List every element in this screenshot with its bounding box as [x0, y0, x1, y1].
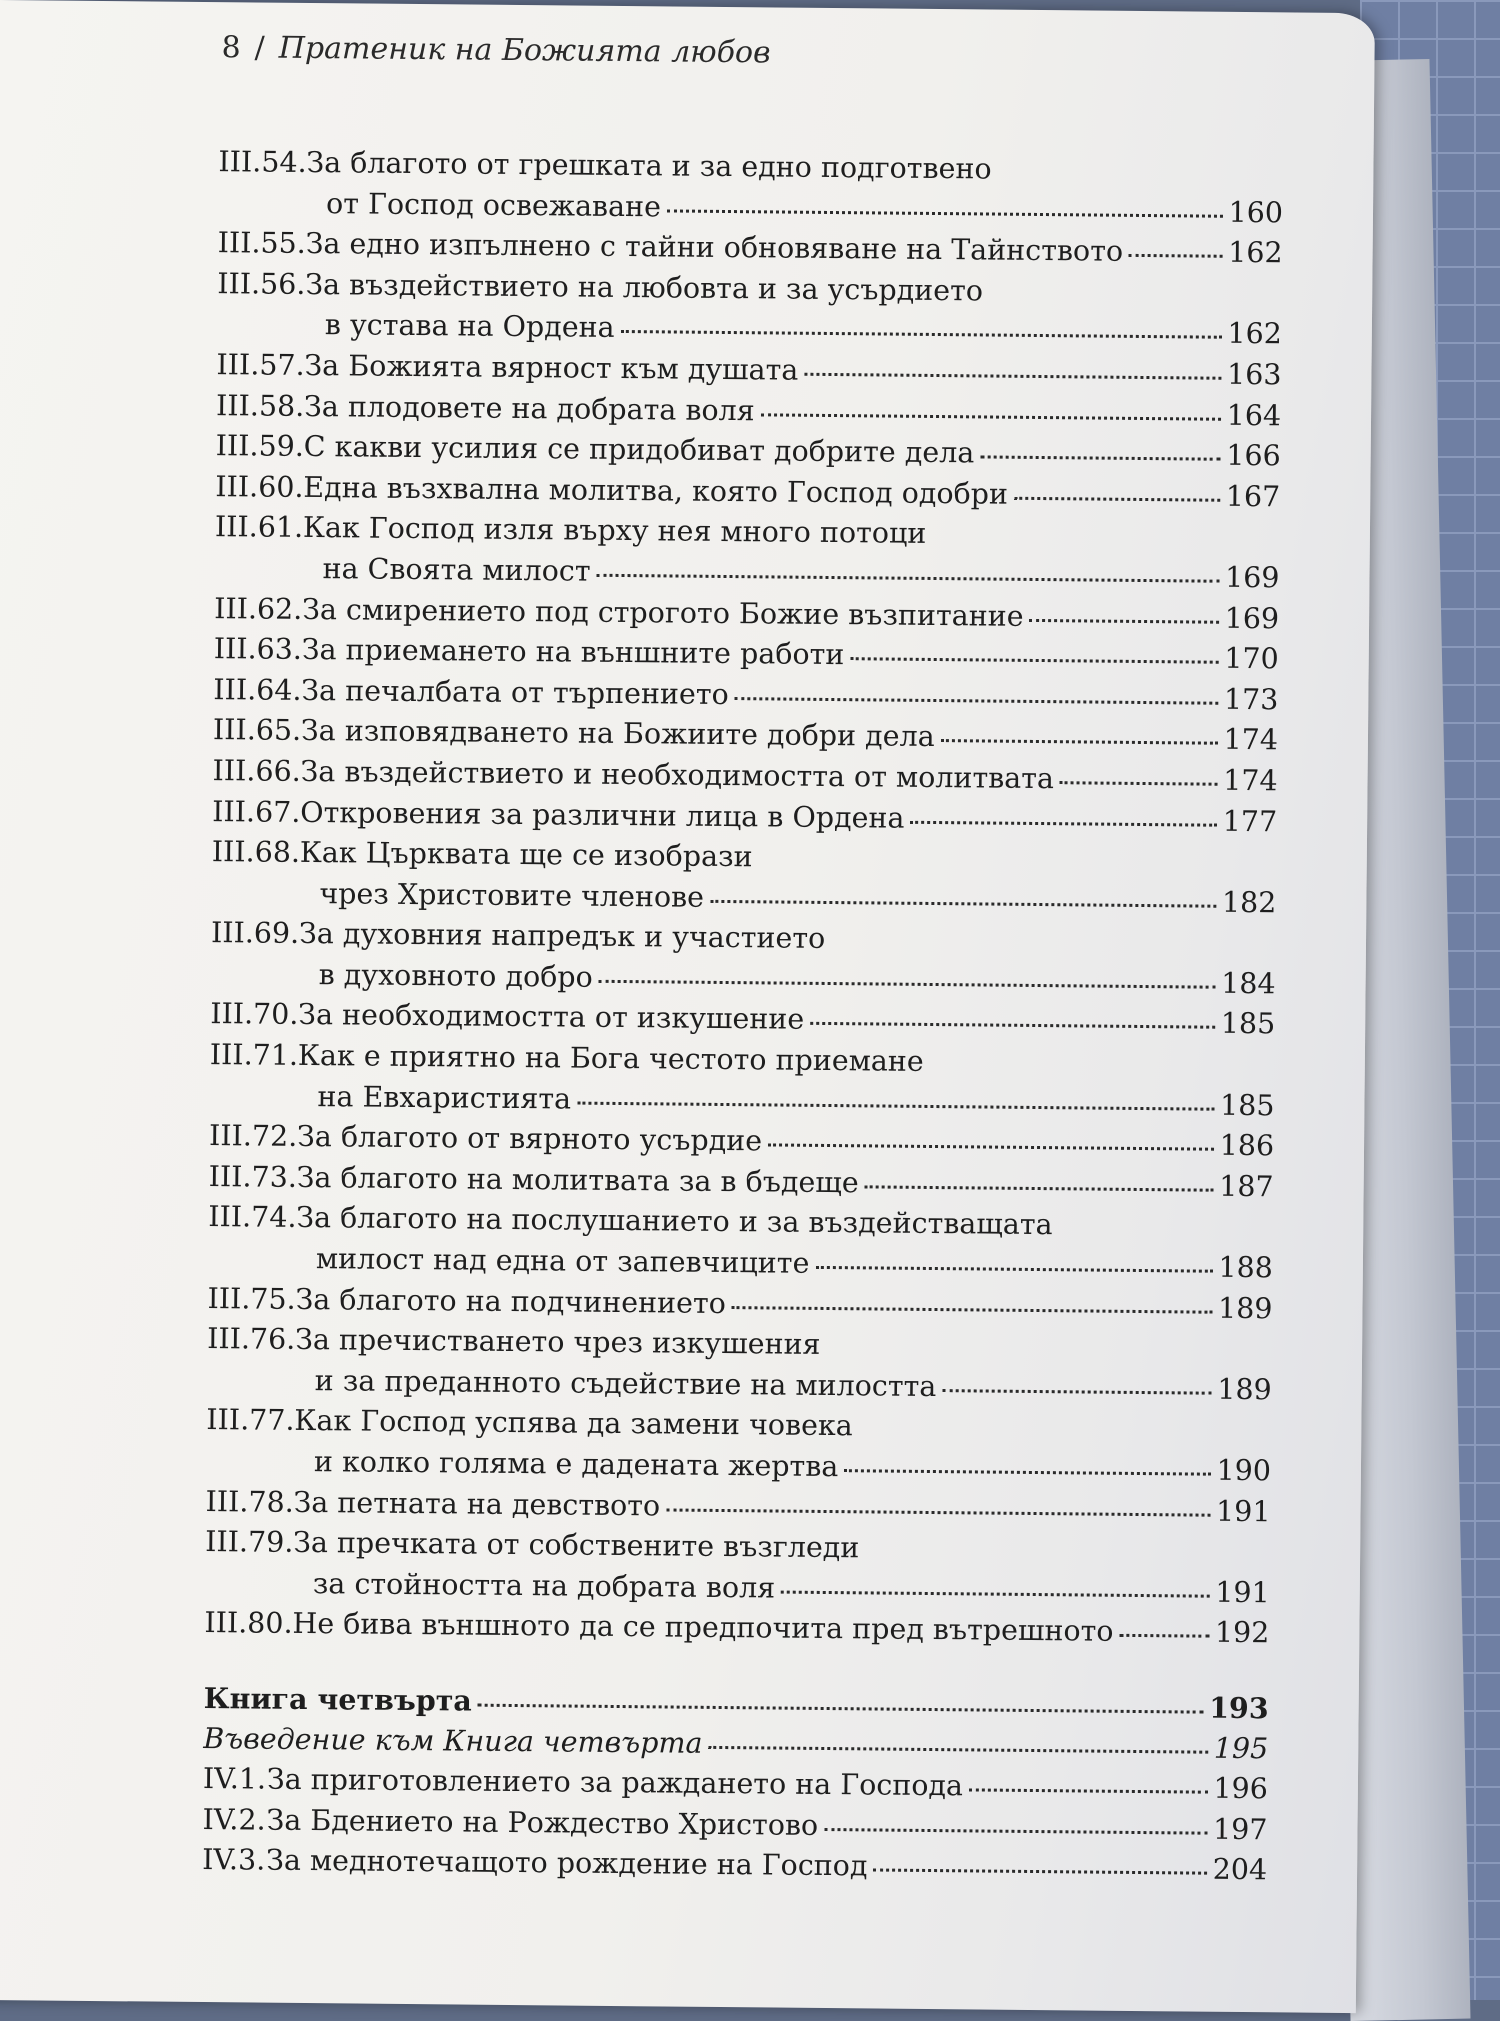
entry-code: III.63.: [213, 632, 303, 667]
entry-page-number: 186: [1219, 1129, 1275, 1163]
dot-leader: [941, 738, 1218, 745]
entry-title: За Божията вярност към душата: [304, 348, 799, 387]
entry-code: III.66.: [212, 753, 301, 788]
dot-leader: [732, 1305, 1212, 1314]
entry-code: III.69.: [210, 916, 300, 951]
entry-code: IV.3.: [201, 1843, 266, 1877]
dot-leader: [969, 1788, 1208, 1794]
entry-title: в духовното добро: [318, 957, 593, 994]
entry-code: III.67.: [212, 794, 301, 829]
dot-leader: [666, 1507, 1210, 1516]
entry-code: III.71.: [209, 1038, 299, 1072]
header-page-number: 8: [221, 30, 241, 66]
entry-title: За приемането на външните работи: [301, 633, 845, 672]
entry-code: III.60.: [215, 469, 304, 504]
entry-page-number: 185: [1219, 1088, 1275, 1122]
entry-title: За духовния напредък и участието: [298, 917, 826, 956]
entry-title: и колко голяма е дадената жертва: [313, 1445, 839, 1484]
dot-leader: [804, 372, 1221, 380]
entry-page-number: 169: [1224, 560, 1280, 595]
entry-code: IV.2.: [202, 1802, 266, 1837]
entry-title: Не бива външното да се предпочита пред вътрешното: [292, 1607, 1114, 1649]
entry-code: III.68.: [211, 835, 301, 870]
dot-leader: [1030, 617, 1219, 623]
entry-code: III.56.: [217, 266, 306, 301]
dot-leader: [980, 455, 1220, 461]
entry-code: III.78.: [205, 1484, 294, 1519]
entry-page-number: 197: [1212, 1812, 1268, 1847]
dot-leader: [710, 899, 1216, 908]
dot-leader: [824, 1827, 1207, 1835]
entry-page-number: 163: [1226, 357, 1282, 392]
dot-leader: [597, 573, 1220, 583]
entry-title: Откровения за различни лица в Ордена: [300, 795, 905, 835]
table-of-contents: [202, 142, 1284, 1891]
dot-leader: [667, 208, 1223, 217]
entry-page-number: 167: [1225, 479, 1281, 514]
entry-title: Как Господ изля върху нея много потоци: [302, 511, 927, 551]
entry-code: III.54.: [218, 145, 307, 179]
entry-code: III.74.: [208, 1200, 297, 1235]
entry-title: За петната на девството: [293, 1485, 661, 1522]
dot-leader: [768, 1143, 1214, 1151]
entry-title: За благото от вярното усърдие: [296, 1120, 763, 1158]
entry-page-number: 182: [1221, 885, 1277, 919]
entry-page-number: 189: [1217, 1372, 1272, 1407]
dot-leader: [1129, 253, 1222, 258]
entry-title: За пречистването чрез изкушения: [294, 1323, 821, 1362]
entry-page-number: 162: [1228, 235, 1283, 270]
entry-title: За печалбата от търпението: [301, 673, 729, 711]
entry-title: в устава на Ордена: [324, 308, 615, 345]
entry-page-number: 188: [1218, 1250, 1274, 1285]
entry-title: За смирението под строгото Божие възпитание: [302, 592, 1024, 633]
dot-leader: [1014, 496, 1220, 502]
entry-title: За плодовете на добрата воля: [303, 389, 755, 427]
dot-leader: [1119, 1633, 1208, 1638]
entry-page-number: 184: [1221, 966, 1276, 1001]
header-separator: /: [254, 30, 265, 66]
entry-page-number: 191: [1215, 1494, 1271, 1528]
entry-code: III.75.: [207, 1281, 296, 1316]
entry-code: III.79.: [205, 1525, 294, 1560]
book-four-intro-title: Въведение към Книга четвърта: [203, 1721, 703, 1760]
entry-title: Как Господ успява да замени човека: [294, 1404, 853, 1443]
entry-title: Как е приятно на Бога честото приемане: [297, 1038, 924, 1078]
dot-leader: [810, 1021, 1215, 1029]
dot-leader: [735, 696, 1218, 705]
entry-title: на Евхаристията: [317, 1079, 572, 1116]
dot-leader: [781, 1589, 1209, 1597]
entry-code: III.64.: [213, 672, 302, 707]
entry-page-number: 190: [1216, 1453, 1272, 1488]
dot-leader: [865, 1184, 1214, 1191]
entry-title: С какви усилия се придобиват добрите дела: [303, 430, 975, 470]
entry-page-number: 193: [1209, 1690, 1269, 1726]
header-book-title: Пратеник на Божията любов: [278, 30, 771, 71]
entry-title: За благото на молитвата за в бъдеще: [296, 1160, 859, 1200]
entry-title: За едно изпълнено с тайни обновяване на Тайнството: [305, 227, 1124, 268]
entry-title: Една възхвална молитва, която Господ одобри: [303, 470, 1009, 511]
entry-page-number: 174: [1223, 763, 1278, 798]
page-header: [221, 30, 770, 70]
dot-leader: [621, 329, 1222, 339]
entry-code: IV.1.: [202, 1762, 267, 1796]
entry-page-number: 189: [1217, 1291, 1273, 1325]
entry-code: III.76.: [207, 1322, 296, 1357]
entry-title: За меднотечащото рождение на Господ: [265, 1843, 868, 1883]
entry-title: за стойността на добрата воля: [312, 1566, 776, 1605]
entry-page-number: 185: [1220, 1007, 1276, 1041]
dot-leader: [942, 1388, 1211, 1395]
entry-code: III.58.: [215, 388, 305, 423]
entry-title: чрез Христовите членове: [319, 876, 705, 914]
entry-page-number: 164: [1226, 398, 1282, 432]
entry-code: III.61.: [214, 510, 304, 545]
entry-page-number: 160: [1228, 195, 1284, 229]
entry-title: За благото на подчинението: [295, 1282, 727, 1320]
dot-leader: [910, 819, 1216, 826]
entry-title: За въздействието и необходимостта от молитвата: [300, 754, 1055, 796]
entry-code: III.73.: [208, 1159, 298, 1194]
entry-title: на Своята милост: [322, 552, 591, 588]
entry-code: III.70.: [210, 997, 299, 1032]
dot-leader: [577, 1100, 1214, 1110]
entry-page-number: 166: [1226, 438, 1281, 473]
entry-page-number: 170: [1224, 641, 1279, 676]
dot-leader: [873, 1868, 1206, 1875]
entry-title: За благото на послушанието и за въздействащата: [296, 1201, 1053, 1242]
entry-title: За изповядването на Божиите добри дела: [300, 714, 935, 754]
dot-leader: [599, 979, 1215, 989]
dot-leader: [850, 656, 1218, 664]
dot-leader: [478, 1703, 1203, 1714]
entry-title: За необходимостта от изкушение: [298, 998, 805, 1037]
dot-leader: [844, 1468, 1210, 1476]
book-four-title: Книга четвърта: [203, 1681, 473, 1718]
entry-page-number: 195: [1213, 1731, 1269, 1765]
entry-code: III.62.: [214, 591, 303, 626]
entry-title: и за преданното съдействие на милостта: [314, 1363, 937, 1403]
entry-code: III.65.: [212, 713, 302, 748]
entry-page-number: 162: [1227, 317, 1283, 351]
entry-page-number: 204: [1212, 1853, 1268, 1887]
entry-code: III.77.: [206, 1403, 295, 1438]
entry-page-number: 191: [1215, 1575, 1270, 1610]
entry-page-number: 187: [1219, 1169, 1274, 1204]
entry-page-number: 169: [1224, 601, 1280, 635]
entry-title: от Господ освежаване: [325, 186, 662, 223]
entry-code: III.80.: [204, 1606, 293, 1641]
entry-code: III.72.: [208, 1119, 298, 1154]
entry-code: III.59.: [215, 429, 305, 464]
entry-page-number: 173: [1223, 682, 1279, 717]
dot-leader: [708, 1744, 1207, 1753]
entry-code: III.55.: [217, 226, 307, 261]
entry-page-number: 192: [1214, 1616, 1270, 1650]
entry-page-number: 196: [1213, 1771, 1269, 1806]
entry-title: За пречката от собствените възгледи: [293, 1526, 860, 1565]
entry-title: За благото от грешката и за едно подготвено: [306, 145, 992, 186]
entry-title: За Бдението на Рождество Христово: [266, 1803, 819, 1842]
entry-title: За въздействието на любовта и за усърдието: [305, 267, 984, 308]
entry-code: III.57.: [216, 348, 305, 382]
entry-title: Как Църквата ще се изобрази: [299, 836, 753, 874]
entry-title: милост над една от запевчиците: [315, 1242, 810, 1280]
entry-title: За приготовлението за раждането на Господа: [266, 1762, 964, 1803]
entry-page-number: 177: [1222, 804, 1278, 838]
entry-page-number: 174: [1223, 723, 1279, 757]
dot-leader: [1060, 780, 1217, 786]
dot-leader: [815, 1265, 1212, 1273]
dot-leader: [761, 412, 1221, 420]
